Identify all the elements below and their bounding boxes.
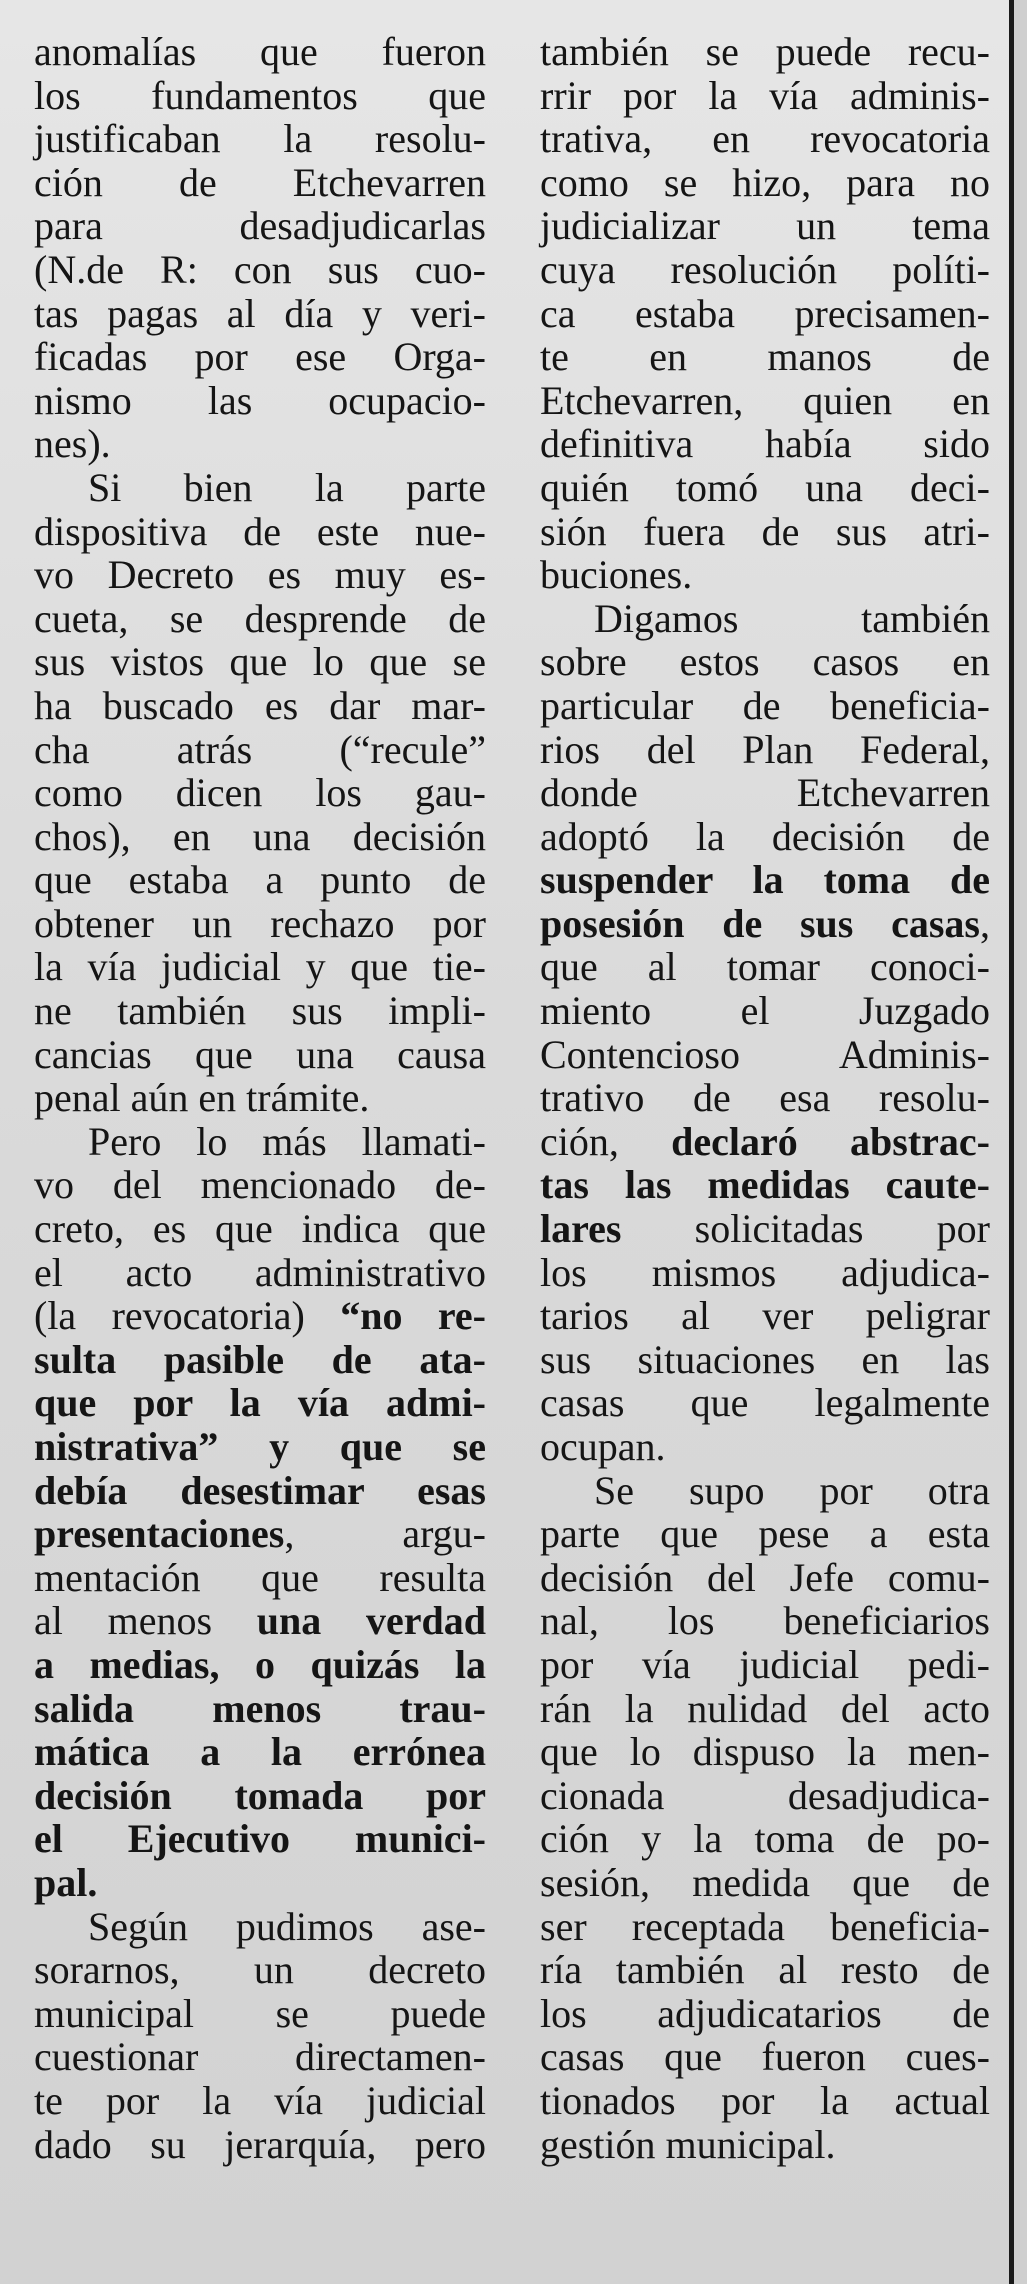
text-line: cueta, se desprende de (34, 595, 486, 641)
text-line: justificaban la resolu- (34, 116, 486, 162)
text-line: cuestionar directamen- (34, 2034, 486, 2080)
text-line: dado su jerarquía, pero (34, 2121, 486, 2167)
text-line: sorarnos, un decreto (34, 1947, 486, 1993)
text-line: quién tomó una deci- (540, 464, 990, 510)
text-line: sus situaciones en las (540, 1336, 990, 1382)
text-line (34, 1730, 486, 1774)
text-line (34, 1381, 486, 1425)
bold-text: posesión de sus casas (540, 900, 980, 946)
text-line: como dicen los gau- (34, 770, 486, 816)
text-line: rios del Plan Federal, (540, 726, 990, 772)
text-run: solicitadas por (621, 1206, 990, 1252)
text-line (34, 1861, 486, 1905)
bold-text: que por la vía admi- (34, 1380, 486, 1426)
text-line: que estaba a punto de (34, 857, 486, 903)
text-line: sión fuera de sus atri- (540, 508, 990, 554)
text-line: para desadjudicarlas (34, 203, 486, 249)
bold-text: decisión tomada por (34, 1772, 486, 1818)
text-line: vo del mencionado de- (34, 1162, 486, 1208)
text-line: Contencioso Adminis- (540, 1031, 990, 1077)
bold-text: pal. (34, 1859, 98, 1905)
text-line: los mismos adjudica- (540, 1249, 990, 1295)
bold-text: suspender la toma de (540, 857, 990, 903)
text-line: buciones. (540, 552, 693, 598)
text-line: ría también al resto de (540, 1947, 990, 1993)
text-line: ne también sus impli- (34, 988, 486, 1034)
text-line: Se supo por otra (594, 1467, 990, 1513)
text-line (34, 1425, 486, 1469)
text-line: donde Etchevarren (540, 770, 990, 816)
bold-text: salida menos trau- (34, 1685, 486, 1731)
text-line: sobre estos casos en (540, 639, 990, 685)
bold-text: tas las medidas caute- (540, 1162, 990, 1208)
text-line: tarios al ver peligrar (540, 1293, 990, 1339)
text-line: vo Decreto es muy es- (34, 552, 486, 598)
text-line (34, 1512, 486, 1556)
text-line: cancias que una causa (34, 1031, 486, 1077)
text-run: , (980, 900, 990, 946)
text-line: que al tomar conoci- (540, 944, 990, 990)
bold-text: a medias, o quizás la (34, 1641, 486, 1687)
bold-text: presentaciones (34, 1511, 285, 1557)
text-line: los adjudicatarios de (540, 1990, 990, 2036)
text-line (34, 1338, 486, 1382)
bold-text: declaró abstrac- (671, 1118, 990, 1164)
text-run: al menos (34, 1598, 257, 1644)
text-line: mentación que resulta (34, 1554, 486, 1600)
text-line: particular de beneficia- (540, 682, 990, 728)
text-line: el acto administrativo (34, 1249, 486, 1295)
text-line: te por la vía judicial (34, 2077, 486, 2123)
text-line: Según pudimos ase- (88, 1903, 486, 1949)
text-line: trativo de esa resolu- (540, 1075, 990, 1121)
text-line: adoptó la decisión de (540, 813, 990, 859)
text-run: ción, (540, 1118, 672, 1164)
text-line: tionados por la actual (540, 2077, 990, 2123)
text-line: también se puede recu- (540, 29, 990, 74)
text-line: Etchevarren, quien en (540, 377, 990, 423)
text-line: Digamos también (594, 595, 990, 641)
text-line: que lo dispuso la men- (540, 1729, 990, 1775)
text-line: creto, es que indica que (34, 1206, 486, 1252)
text-line: judicializar un tema (540, 203, 990, 249)
article-column-left (34, 30, 486, 2166)
text-line (540, 1163, 990, 1207)
text-line: nes). (34, 421, 111, 467)
text-line: cuya resolución políti- (540, 246, 990, 292)
text-line: cha atrás (“recule” (34, 726, 486, 772)
bold-text: una verdad (256, 1598, 486, 1644)
text-line: anomalías que fueron (34, 29, 486, 74)
text-line: Pero lo más llamati- (88, 1118, 486, 1164)
text-line (34, 1294, 486, 1338)
text-line (34, 1774, 486, 1818)
text-line: nismo las ocupacio- (34, 377, 486, 423)
text-line: miento el Juzgado (540, 988, 990, 1034)
bold-text: debía desestimar esas (34, 1467, 486, 1513)
text-line: tas pagas al día y veri- (34, 290, 486, 336)
text-line: chos), en una decisión (34, 813, 486, 859)
text-run: , argu- (284, 1511, 486, 1557)
text-run: (la revocatoria) (34, 1293, 341, 1339)
text-line: ción y la toma de po- (540, 1816, 990, 1862)
text-line: ha buscado es dar mar- (34, 682, 486, 728)
text-line: ca estaba precisamen- (540, 290, 990, 336)
bold-text: nistrativa” y que se (34, 1424, 486, 1469)
text-line (34, 1817, 486, 1861)
page-edge (1014, 0, 1027, 2284)
article-column-right (540, 30, 990, 2166)
text-line: gestión municipal. (540, 2121, 836, 2167)
text-line: sesión, medida que de (540, 1859, 990, 1905)
text-line: definitiva había sido (540, 421, 990, 467)
bold-text: el Ejecutivo munici- (34, 1816, 486, 1862)
bold-text: sulta pasible de ata- (34, 1336, 486, 1382)
text-line: ción de Etchevarren (34, 159, 486, 205)
text-line: parte que pese a esta (540, 1511, 990, 1557)
text-line: casas que legalmente (540, 1380, 990, 1426)
text-line: los fundamentos que (34, 72, 486, 118)
text-line: ficadas por ese Orga- (34, 334, 486, 380)
text-line: nal, los beneficiarios (540, 1598, 990, 1644)
text-line: decisión del Jefe comu- (540, 1554, 990, 1600)
text-line (34, 1469, 486, 1513)
text-line: te en manos de (540, 334, 990, 380)
text-line: sus vistos que lo que se (34, 639, 486, 685)
text-line: dispositiva de este nue- (34, 508, 486, 554)
text-line: como se hizo, para no (540, 159, 990, 205)
text-line: ocupan. (540, 1424, 666, 1469)
text-line (540, 1207, 990, 1251)
text-line (540, 1120, 990, 1164)
text-line: por vía judicial pedi- (540, 1641, 990, 1687)
text-line: cionada desadjudica- (540, 1772, 990, 1818)
text-line (540, 902, 990, 946)
text-line: rrir por la vía adminis- (540, 72, 990, 118)
text-line: la vía judicial y que tie- (34, 944, 486, 990)
text-line (34, 1599, 486, 1643)
text-line: casas que fueron cues- (540, 2034, 990, 2080)
text-line: rán la nulidad del acto (540, 1685, 990, 1731)
text-line: municipal se puede (34, 1990, 486, 2036)
text-line: penal aún en trámite. (34, 1075, 370, 1121)
text-line: Si bien la parte (88, 464, 486, 510)
text-line: (N.de R: con sus cuo- (34, 246, 486, 292)
text-line (34, 1687, 486, 1731)
bold-text: “no re- (340, 1293, 487, 1339)
text-line: ser receptada beneficia- (540, 1903, 990, 1949)
text-line (540, 858, 990, 902)
text-line: obtener un rechazo por (34, 900, 486, 946)
bold-text: mática a la errónea (34, 1729, 486, 1775)
bold-text: lares (540, 1206, 622, 1252)
text-line (34, 1643, 486, 1687)
text-line: trativa, en revocatoria (540, 116, 990, 162)
